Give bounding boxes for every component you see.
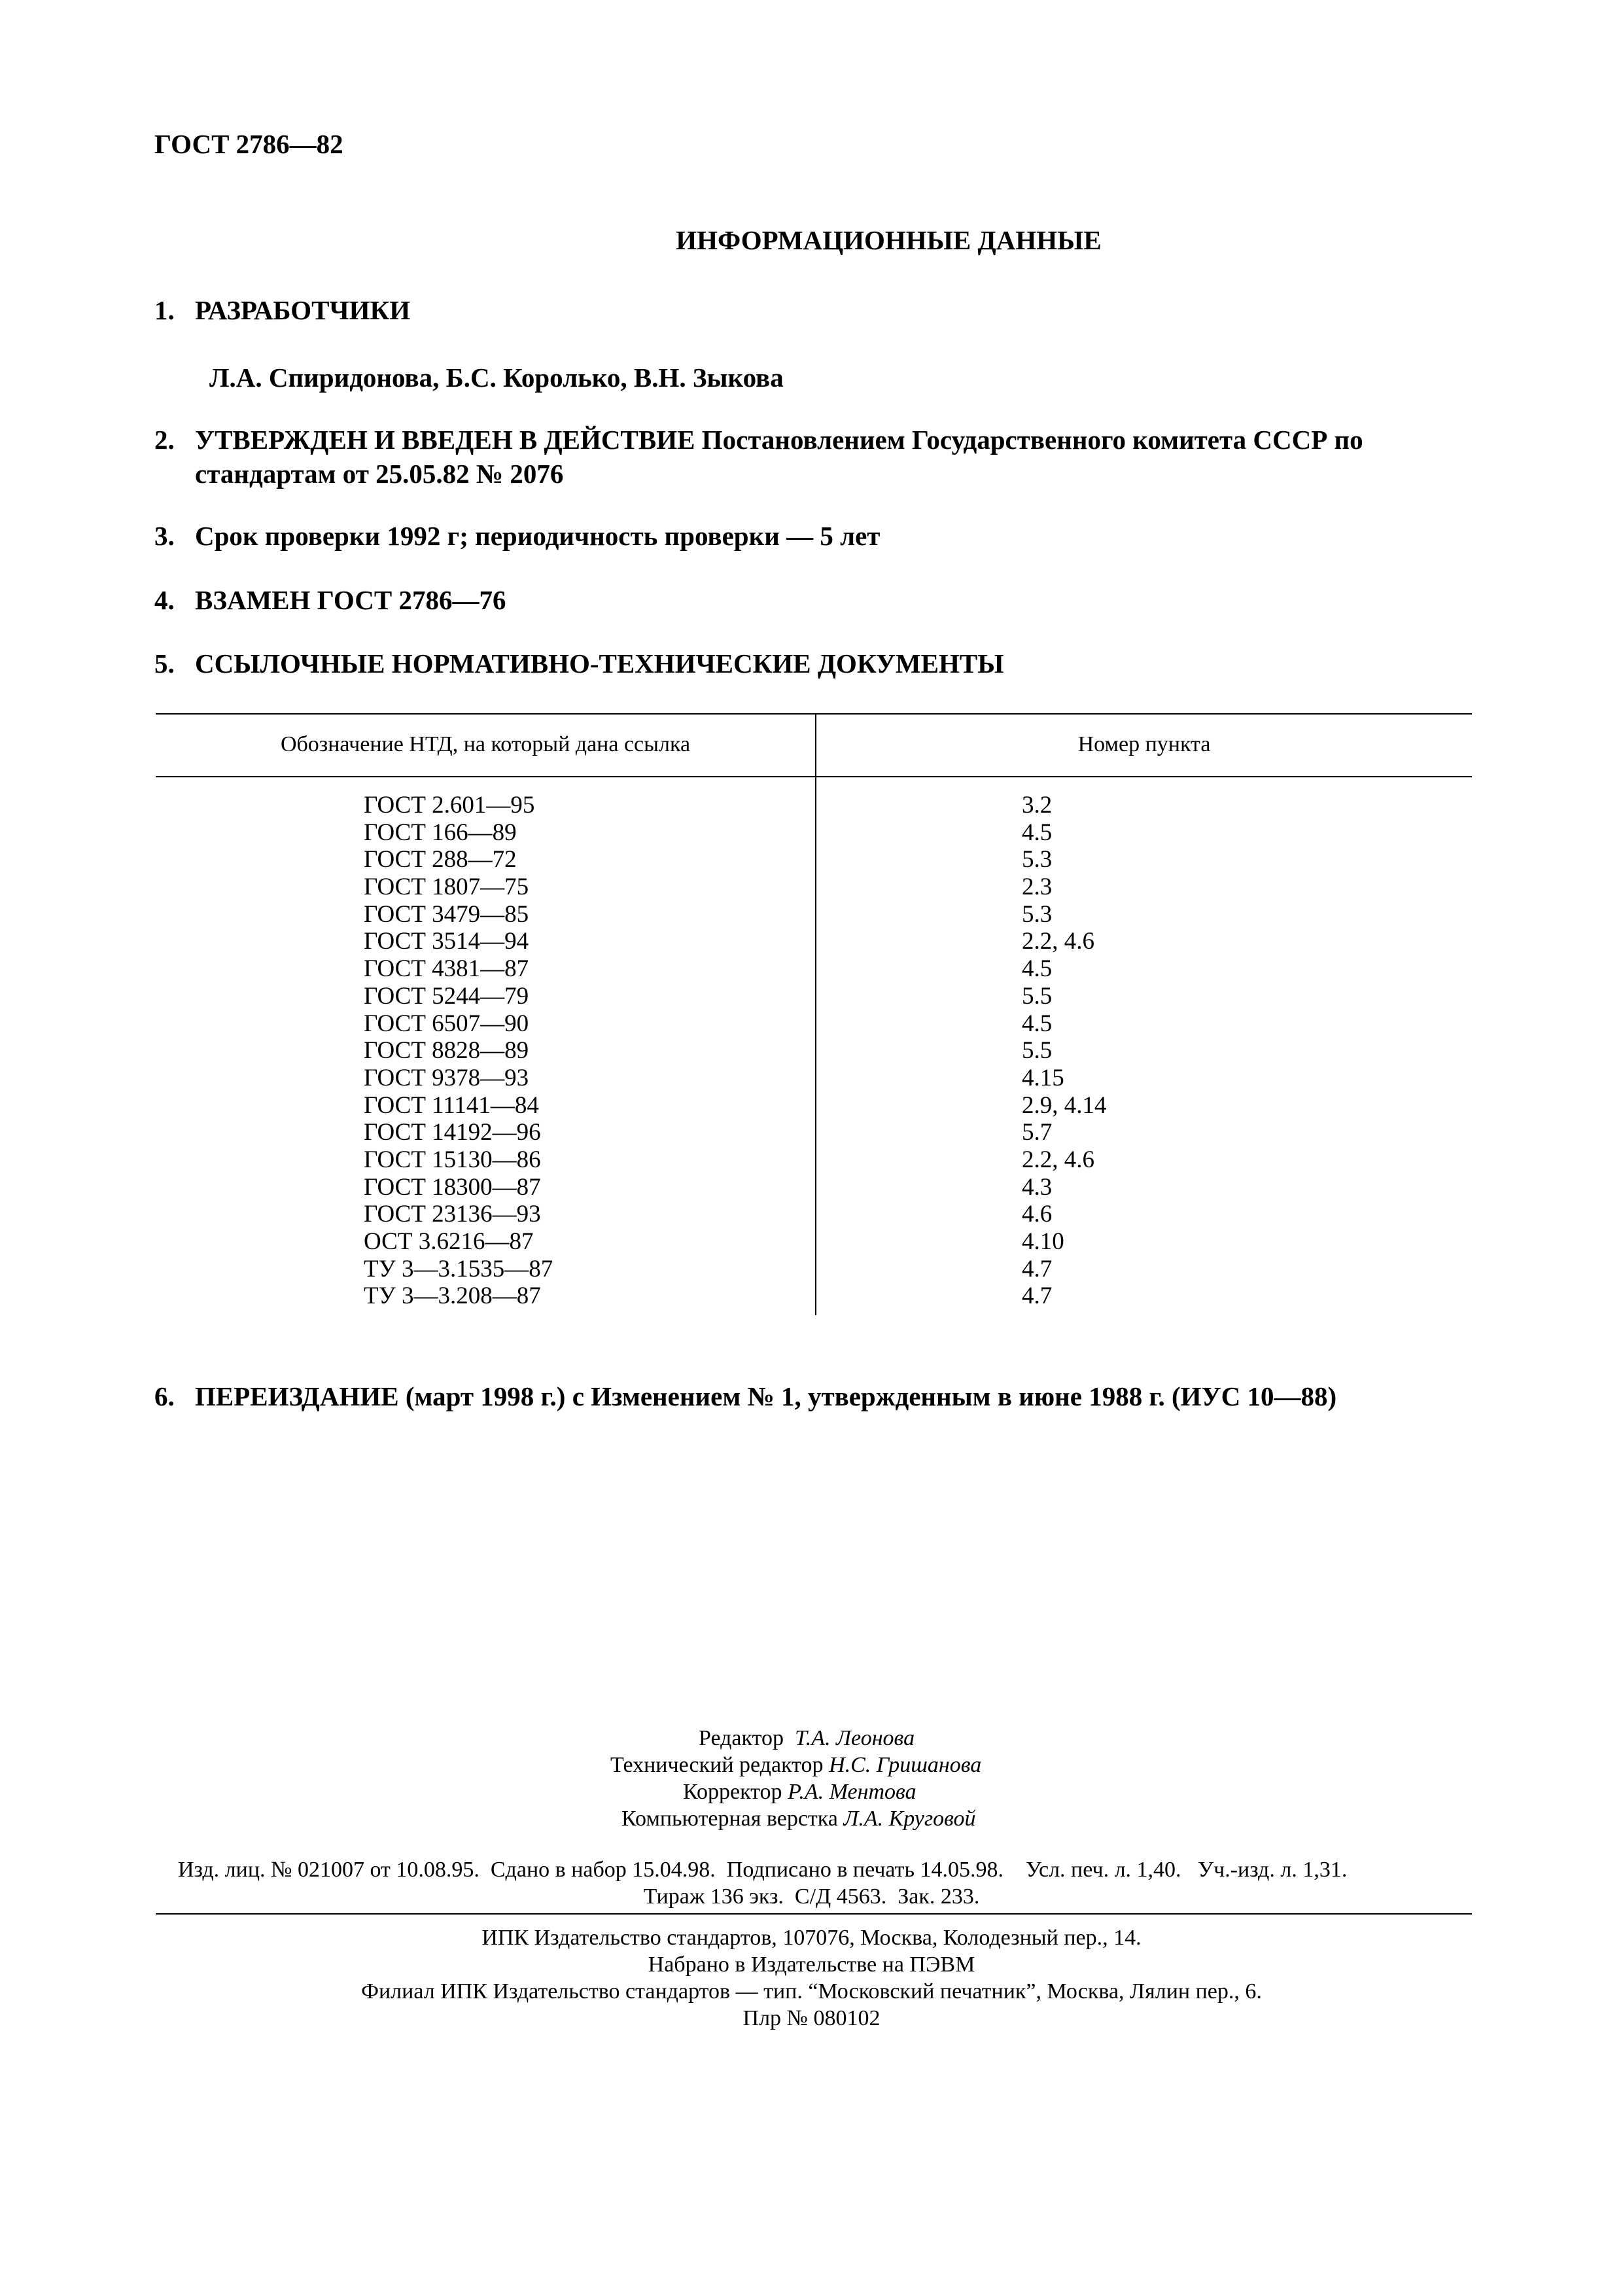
table-row	[0, 1119, 1623, 1146]
cell-document: ОСТ 3.6216—87	[364, 1228, 534, 1255]
table-row	[0, 955, 1623, 983]
imprint-person: Л.А. Круговой	[843, 1807, 976, 1831]
table-row	[0, 846, 1623, 874]
section-text: ВЗАМЕН ГОСТ 2786—76	[195, 585, 506, 615]
section-number: 6.	[154, 1381, 175, 1411]
cell-document: ГОСТ 5244—79	[364, 982, 529, 1010]
cell-clause: 2.2, 4.6	[1022, 1146, 1094, 1173]
table-row	[0, 901, 1623, 928]
cell-document: ГОСТ 11141—84	[364, 1091, 539, 1119]
section-heading: РАЗРАБОТЧИКИ	[195, 295, 411, 325]
cell-clause: 4.6	[1022, 1201, 1053, 1228]
imprint-license: Плр № 080102	[742, 2006, 881, 2030]
imprint-role: Корректор	[683, 1780, 782, 1804]
cell-clause: 4.15	[1022, 1064, 1064, 1091]
cell-document: ГОСТ 18300—87	[364, 1173, 541, 1201]
cell-clause: 4.5	[1022, 1010, 1053, 1037]
section-number: 5.	[154, 648, 175, 679]
reference-table-body	[0, 792, 1623, 1310]
table-header-document: Обозначение НТД, на который дана ссылка	[280, 732, 691, 756]
cell-document: ГОСТ 3479—85	[364, 900, 529, 928]
cell-clause: 2.9, 4.14	[1022, 1091, 1107, 1119]
cell-clause: 3.2	[1022, 792, 1053, 819]
section-developers	[154, 294, 410, 326]
cell-document: ГОСТ 1807—75	[364, 874, 529, 901]
section-references	[154, 648, 1004, 679]
table-row	[0, 819, 1623, 847]
cell-clause: 4.7	[1022, 1255, 1053, 1282]
cell-document: ГОСТ 3514—94	[364, 928, 529, 955]
imprint-role: Технический редактор	[610, 1753, 824, 1777]
cell-clause: 4.7	[1022, 1282, 1053, 1310]
table-row	[0, 1146, 1623, 1174]
cell-document: ГОСТ 166—89	[364, 819, 517, 846]
cell-clause: 5.5	[1022, 982, 1053, 1010]
imprint-layout	[621, 1806, 975, 1832]
section-text: ПЕРЕИЗДАНИЕ (март 1998 г.) с Изменением № 1, утвержденным в июне 1988 г. (ИУС 10—88)	[195, 1381, 1337, 1411]
table-row	[0, 1201, 1623, 1228]
cell-document: ГОСТ 4381—87	[364, 955, 529, 983]
imprint-role: Редактор	[699, 1726, 784, 1750]
page-title	[0, 224, 1623, 256]
cell-clause: 5.7	[1022, 1119, 1053, 1146]
table-header-rule	[156, 776, 1472, 777]
cell-clause: 4.5	[1022, 955, 1053, 983]
imprint-proofreader	[683, 1779, 916, 1805]
cell-document: ГОСТ 9378—93	[364, 1064, 529, 1091]
table-row	[0, 1037, 1623, 1065]
table-row	[0, 1256, 1623, 1283]
section-number: 1.	[154, 295, 175, 325]
cell-clause: 4.10	[1022, 1228, 1064, 1255]
section-number: 4.	[154, 585, 175, 615]
cell-document: ГОСТ 15130—86	[364, 1146, 541, 1173]
imprint-rule	[156, 1913, 1472, 1915]
table-row	[0, 928, 1623, 955]
section-text: Срок проверки 1992 г; периодичность проверки — 5 лет	[195, 521, 881, 551]
imprint-print-run: Тираж 136 экз. С/Д 4563. Зак. 233.	[643, 1884, 980, 1909]
developer-names: Л.А. Спиридонова, Б.С. Королько, В.Н. Зыкова	[209, 362, 784, 393]
table-row	[0, 1065, 1623, 1092]
cell-document: ГОСТ 14192—96	[364, 1119, 541, 1146]
table-row	[0, 1174, 1623, 1201]
section-text-line1: УТВЕРЖДЕН И ВВЕДЕН В ДЕЙСТВИЕ Постановлением Государственного комитета СССР по	[195, 425, 1363, 455]
imprint-printer-address: Филиал ИПК Издательство стандартов — тип. “Московский печатник”, Москва, Лялин пер., 6.	[361, 1979, 1262, 2004]
imprint-publication-line: Изд. лиц. № 021007 от 10.08.95. Сдано в набор 15.04.98. Подписано в печать 14.05.98. Усл. печ. л. 1,40. Уч.-изд. л. 1,31.	[178, 1858, 1348, 1882]
cell-clause: 5.3	[1022, 900, 1053, 928]
imprint-publisher-address: ИПК Издательство стандартов, 107076, Москва, Колодезный пер., 14.	[481, 1926, 1142, 1950]
cell-document: ГОСТ 8828—89	[364, 1037, 529, 1065]
cell-clause: 4.3	[1022, 1173, 1053, 1201]
cell-document: ТУ 3—3.208—87	[364, 1282, 541, 1310]
section-number: 3.	[154, 521, 175, 551]
page-title-text: ИНФОРМАЦИОННЫЕ ДАННЫЕ	[676, 225, 1102, 255]
table-row	[0, 983, 1623, 1010]
cell-clause: 5.5	[1022, 1037, 1053, 1065]
imprint-role: Компьютерная верстка	[621, 1807, 838, 1831]
imprint-person: Р.А. Ментова	[788, 1780, 916, 1804]
table-row	[0, 1092, 1623, 1120]
section-number: 2.	[154, 425, 175, 455]
cell-document: ТУ 3—3.1535—87	[364, 1255, 553, 1282]
cell-clause: 2.3	[1022, 874, 1053, 901]
imprint-tech-editor	[610, 1752, 981, 1778]
section-heading: ССЫЛОЧНЫЕ НОРМАТИВНО-ТЕХНИЧЕСКИЕ ДОКУМЕНТЫ	[195, 648, 1004, 679]
imprint-typeset-note: Набрано в Издательстве на ПЭВМ	[648, 1952, 975, 1977]
section-reissue	[154, 1381, 1336, 1412]
cell-clause: 5.3	[1022, 846, 1053, 874]
table-row	[0, 1282, 1623, 1310]
cell-document: ГОСТ 23136—93	[364, 1201, 541, 1228]
imprint-person: Н.С. Гришанова	[829, 1753, 982, 1777]
cell-clause: 4.5	[1022, 819, 1053, 846]
section-approval	[154, 424, 1363, 455]
cell-document: ГОСТ 6507—90	[364, 1010, 529, 1037]
imprint-editor	[699, 1725, 915, 1752]
document-code: ГОСТ 2786—82	[154, 129, 343, 159]
cell-document: ГОСТ 288—72	[364, 846, 517, 874]
section-review	[154, 520, 880, 552]
cell-clause: 2.2, 4.6	[1022, 928, 1094, 955]
table-row	[0, 1228, 1623, 1256]
imprint-person: Т.А. Леонова	[794, 1726, 915, 1750]
table-header-clause: Номер пункта	[1077, 732, 1211, 756]
table-top-rule	[156, 713, 1472, 715]
cell-document: ГОСТ 2.601—95	[364, 792, 535, 819]
section-text-line2: стандартам от 25.05.82 № 2076	[195, 459, 564, 489]
section-replaces	[154, 584, 506, 616]
table-row	[0, 792, 1623, 819]
table-row	[0, 1010, 1623, 1038]
table-row	[0, 874, 1623, 901]
